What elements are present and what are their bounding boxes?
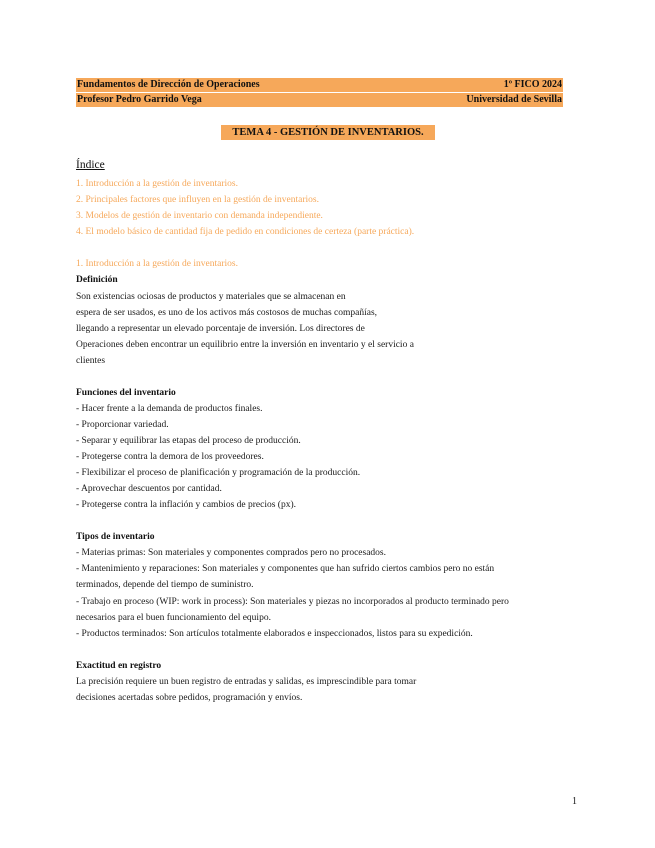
functions-item: - Protegerse contra la inflación y cambios de precios (px).: [76, 500, 297, 510]
page-title: TEMA 4 - GESTIÓN DE INVENTARIOS.: [221, 125, 435, 140]
types-line: - Trabajo en proceso (WIP: work in process): Son materiales y piezas no incorporados al producto terminado pero: [76, 597, 509, 607]
types-line: terminados, depende del tiempo de suministro.: [76, 580, 254, 590]
definition-line: Operaciones deben encontrar un equilibrio entre la inversión en inventario y el servicio a: [76, 340, 414, 350]
types-line: - Mantenimiento y reparaciones: Son materiales y componentes que han sufrido ciertos cambios pero no están: [76, 564, 495, 574]
functions-item: - Separar y equilibrar las etapas del proceso de producción.: [76, 436, 301, 446]
accuracy-title: Exactitud en registro: [76, 661, 162, 671]
page-number: 1: [572, 796, 577, 807]
functions-item: - Flexibilizar el proceso de planificación y programación de la producción.: [76, 468, 361, 478]
definition-line: espera de ser usados, es uno de los activos más costosos de muchas compañías,: [76, 308, 378, 318]
index-item-3[interactable]: 3. Modelos de gestión de inventario con demanda independiente.: [76, 211, 323, 221]
types-title: Tipos de inventario: [76, 532, 155, 542]
section-heading: 1. Introducción a la gestión de inventarios.: [76, 259, 238, 269]
definition-line: Son existencias ociosas de productos y materiales que se almacenan en: [76, 292, 346, 302]
course-name: Fundamentos de Dirección de Operaciones: [77, 79, 260, 90]
course-year: 1º FICO 2024: [503, 79, 562, 90]
types-line: - Productos terminados: Son artículos totalmente elaborados e inspeccionados, listos para su expedición.: [76, 629, 473, 639]
accuracy-line: decisiones acertadas sobre pedidos, programación y envíos.: [76, 693, 303, 703]
functions-item: - Aprovechar descuentos por cantidad.: [76, 484, 222, 494]
functions-item: - Proporcionar variedad.: [76, 420, 169, 430]
functions-title: Funciones del inventario: [76, 388, 176, 398]
definition-title: Definición: [76, 275, 118, 285]
types-line: necesarios para el buen funcionamiento del equipo.: [76, 613, 271, 623]
professor-name: Profesor Pedro Garrido Vega: [77, 94, 202, 105]
index-item-1[interactable]: 1. Introducción a la gestión de inventarios.: [76, 179, 238, 189]
functions-item: - Hacer frente a la demanda de productos finales.: [76, 404, 263, 414]
index-item-2[interactable]: 2. Principales factores que influyen en la gestión de inventarios.: [76, 195, 319, 205]
definition-line: llegando a representar un elevado porcentaje de inversión. Los directores de: [76, 324, 365, 334]
functions-item: - Protegerse contra la demora de los proveedores.: [76, 452, 264, 462]
university-name: Universidad de Sevilla: [466, 94, 562, 105]
header-row-professor: [76, 93, 563, 107]
header-row-course: [76, 78, 563, 92]
index-item-4[interactable]: 4. El modelo básico de cantidad fija de pedido en condiciones de certeza (parte práctica).: [76, 227, 415, 237]
index-heading: Índice: [76, 159, 105, 171]
definition-line: clientes: [76, 356, 106, 366]
types-line: - Materias primas: Son materiales y componentes comprados pero no procesados.: [76, 548, 386, 558]
accuracy-line: La precisión requiere un buen registro de entradas y salidas, es imprescindible para tomar: [76, 677, 417, 687]
